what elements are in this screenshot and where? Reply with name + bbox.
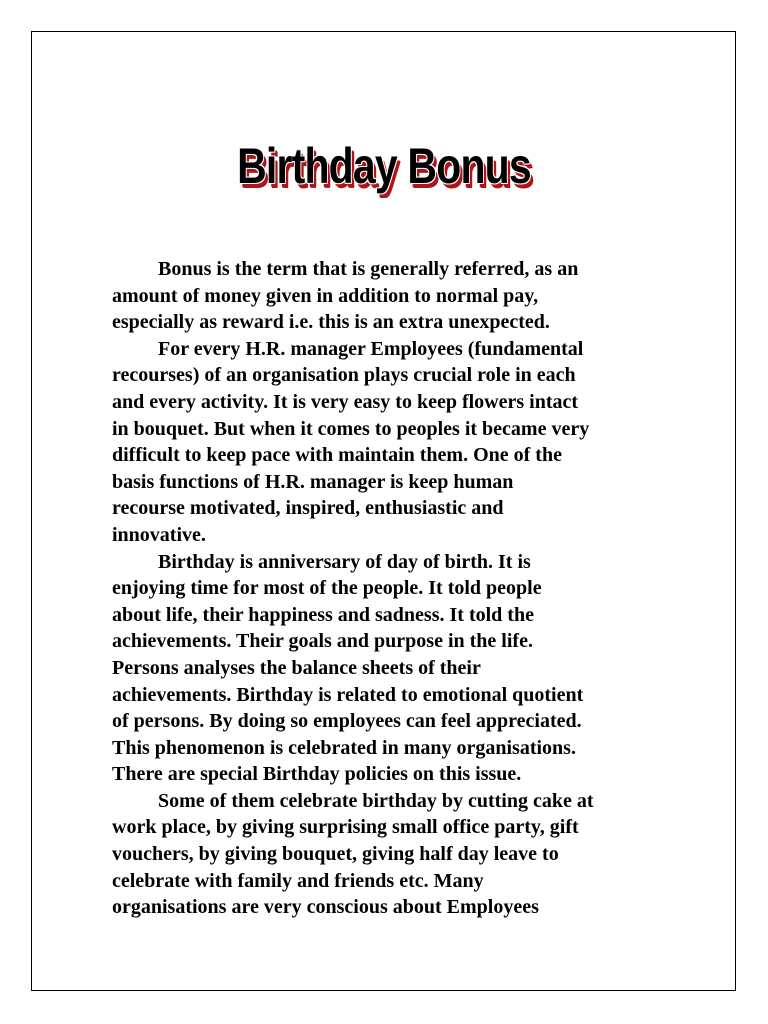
text-line: organisations are very conscious about Employees [112,896,539,919]
text-line: recourses) of an organisation plays crucial role in each [112,364,576,387]
text-line: For every H.R. manager Employees (fundamental [158,337,584,360]
paragraph-4 [112,788,672,921]
document-title: Birthday Bonus [237,138,531,194]
text-line: recourse motivated, inspired, enthusiastic and [112,497,504,520]
text-line: innovative. [112,523,206,546]
text-line: of persons. By doing so employees can feel appreciated. [112,710,582,733]
text-line: Birthday is anniversary of day of birth. It is [158,550,531,573]
text-line: achievements. Their goals and purpose in the life. [112,630,533,653]
text-line: in bouquet. But when it comes to peoples it became very [112,417,590,440]
text-line: Persons analyses the balance sheets of their [112,656,481,679]
paragraph-1 [112,256,672,336]
text-line: Some of them celebrate birthday by cutting cake at [158,789,594,812]
paragraph-3 [112,549,672,788]
document-body [112,256,672,921]
text-line: and every activity. It is very easy to keep flowers intact [112,390,579,413]
text-line: Bonus is the term that is generally referred, as an [158,258,579,280]
text-line: especially as reward i.e. this is an extra unexpected. [112,311,550,334]
text-line: amount of money given in addition to normal pay, [112,284,539,307]
text-line: enjoying time for most of the people. It told people [112,577,542,600]
paragraph-2 [112,336,672,549]
text-line: This phenomenon is celebrated in many organisations. [112,736,576,759]
text-line: celebrate with family and friends etc. Many [112,869,484,892]
text-line: achievements. Birthday is related to emotional quotient [112,683,584,706]
text-line: vouchers, by giving bouquet, giving half day leave to [112,843,559,866]
text-line: difficult to keep pace with maintain them. One of the [112,444,562,467]
text-line: work place, by giving surprising small office party, gift [112,816,579,839]
text-line: basis functions of H.R. manager is keep human [112,470,514,493]
text-line: about life, their happiness and sadness. It told the [112,603,534,626]
text-line: There are special Birthday policies on this issue. [112,763,522,786]
